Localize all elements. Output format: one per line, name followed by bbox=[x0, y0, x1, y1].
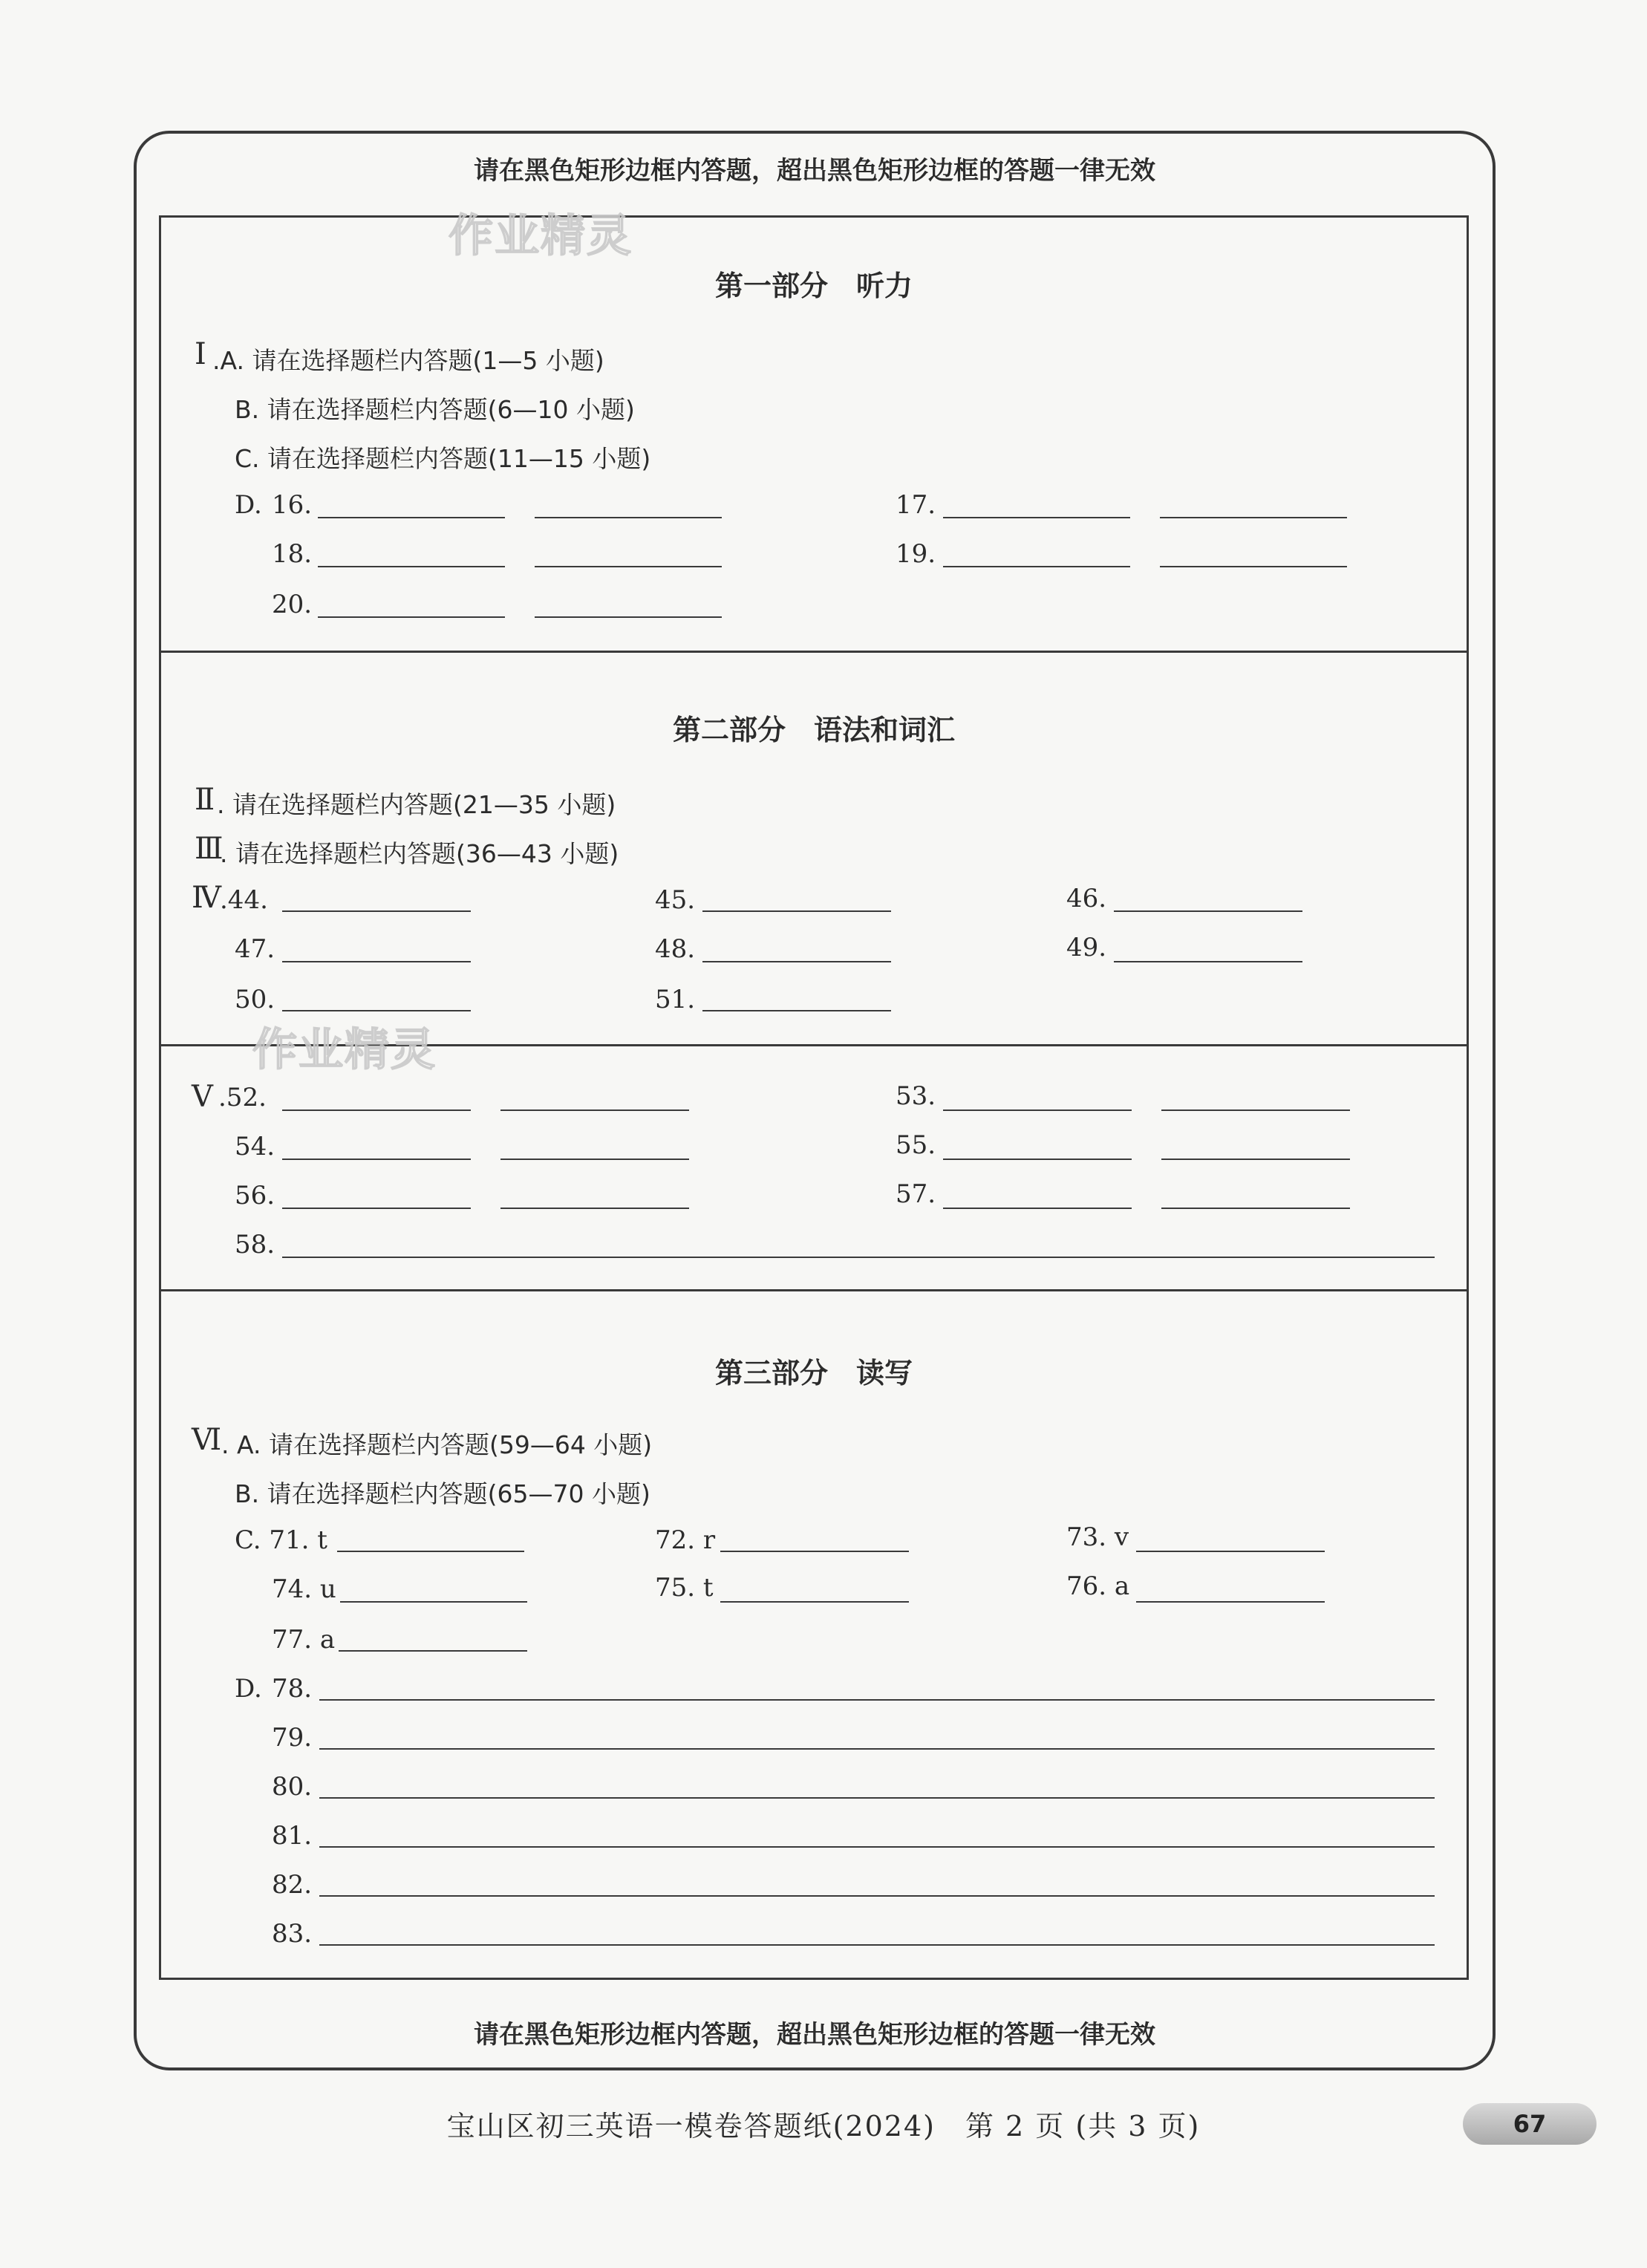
roman-numeral-2: Ⅱ bbox=[195, 783, 215, 817]
answer-blank[interactable] bbox=[943, 566, 1130, 567]
answer-blank[interactable] bbox=[282, 1159, 471, 1160]
question-number: 78. bbox=[272, 1674, 313, 1704]
answer-blank[interactable] bbox=[943, 1109, 1132, 1111]
roman-numeral-6: Ⅵ bbox=[192, 1423, 222, 1457]
answer-blank[interactable] bbox=[702, 961, 891, 962]
answer-blank[interactable] bbox=[1136, 1601, 1325, 1603]
answer-blank[interactable] bbox=[282, 1208, 471, 1209]
question-number: 19. bbox=[896, 539, 936, 569]
question-number: 47. bbox=[235, 934, 275, 964]
answer-blank[interactable] bbox=[720, 1551, 909, 1552]
answer-blank[interactable] bbox=[319, 1846, 1435, 1848]
page-number-badge: 67 bbox=[1463, 2103, 1597, 2145]
answer-blank[interactable] bbox=[1161, 1159, 1350, 1160]
answer-blank[interactable] bbox=[282, 910, 471, 912]
question-number: 20. bbox=[272, 590, 313, 619]
answer-blank[interactable] bbox=[500, 1109, 689, 1111]
section2-line-iii: . 请在选择题栏内答题(36—43 小题) bbox=[220, 839, 619, 868]
answer-blank[interactable] bbox=[535, 616, 722, 618]
divider bbox=[159, 651, 1469, 653]
answer-blank[interactable] bbox=[1161, 1208, 1350, 1209]
question-number: .44. bbox=[220, 885, 268, 915]
section3-line-a: . A. 请在选择题栏内答题(59—64 小题) bbox=[221, 1430, 653, 1459]
question-number: 55. bbox=[896, 1130, 936, 1160]
answer-blank[interactable] bbox=[282, 1257, 1435, 1258]
answer-blank[interactable] bbox=[318, 616, 505, 618]
question-number: 83. bbox=[272, 1919, 313, 1949]
answer-blank[interactable] bbox=[1136, 1551, 1325, 1552]
top-notice: 请在黑色矩形边框内答题，超出黑色矩形边框的答题一律无效 bbox=[474, 156, 1155, 186]
watermark: 作业精灵 bbox=[449, 210, 633, 262]
answer-blank[interactable] bbox=[1160, 566, 1347, 567]
answer-blank[interactable] bbox=[319, 1699, 1435, 1701]
answer-blank[interactable] bbox=[319, 1895, 1435, 1897]
answer-blank[interactable] bbox=[943, 517, 1130, 518]
bottom-notice: 请在黑色矩形边框内答题，超出黑色矩形边框的答题一律无效 bbox=[474, 2020, 1155, 2050]
question-number: 51. bbox=[655, 985, 696, 1014]
answer-blank[interactable] bbox=[1114, 961, 1302, 962]
section1-title: 第一部分 听力 bbox=[714, 270, 913, 302]
answer-blank[interactable] bbox=[319, 1944, 1435, 1946]
question-number: 46. bbox=[1066, 884, 1107, 913]
section1-line-c: C. 请在选择题栏内答题(11—15 小题) bbox=[235, 444, 651, 473]
question-number: 50. bbox=[235, 985, 275, 1014]
question-number: 58. bbox=[235, 1230, 275, 1260]
divider bbox=[159, 1289, 1469, 1291]
question-number: 77. a bbox=[272, 1625, 336, 1655]
question-number: 57. bbox=[896, 1179, 936, 1209]
section3-line-b: B. 请在选择题栏内答题(65—70 小题) bbox=[235, 1479, 650, 1508]
answer-blank[interactable] bbox=[337, 1551, 524, 1552]
question-number: 49. bbox=[1066, 933, 1107, 962]
roman-numeral-3: Ⅲ bbox=[195, 832, 224, 866]
question-number: C. 71. t bbox=[235, 1525, 327, 1555]
answer-blank[interactable] bbox=[340, 1601, 527, 1603]
question-number: 56. bbox=[235, 1181, 275, 1210]
question-number: 76. a bbox=[1066, 1571, 1130, 1601]
answer-blank[interactable] bbox=[943, 1208, 1132, 1209]
answer-blank[interactable] bbox=[318, 566, 505, 567]
answer-blank[interactable] bbox=[720, 1601, 909, 1603]
answer-blank[interactable] bbox=[319, 1797, 1435, 1799]
answer-blank[interactable] bbox=[500, 1208, 689, 1209]
answer-blank[interactable] bbox=[500, 1159, 689, 1160]
answer-blank[interactable] bbox=[1114, 910, 1302, 912]
answer-area bbox=[159, 215, 1469, 1980]
answer-blank[interactable] bbox=[319, 1748, 1435, 1750]
answer-blank[interactable] bbox=[702, 1010, 891, 1011]
answer-blank[interactable] bbox=[318, 517, 505, 518]
question-number: 16. bbox=[272, 490, 313, 520]
answer-blank[interactable] bbox=[282, 1109, 471, 1111]
question-number: 17. bbox=[896, 490, 936, 520]
answer-blank[interactable] bbox=[1161, 1109, 1350, 1111]
page-footer: 宝山区初三英语一模卷答题纸(2024) 第 2 页 (共 3 页) bbox=[446, 2110, 1201, 2142]
section2-title: 第二部分 语法和词汇 bbox=[672, 714, 955, 746]
section1-line-b: B. 请在选择题栏内答题(6—10 小题) bbox=[235, 395, 635, 424]
answer-blank[interactable] bbox=[1160, 517, 1347, 518]
roman-numeral-1: Ⅰ bbox=[195, 337, 206, 371]
question-number: 73. v bbox=[1066, 1522, 1129, 1552]
answer-blank[interactable] bbox=[535, 517, 722, 518]
section3-d-label: D. bbox=[235, 1674, 262, 1704]
section3-title: 第三部分 读写 bbox=[714, 1357, 913, 1389]
answer-blank[interactable] bbox=[943, 1159, 1132, 1160]
question-number: 79. bbox=[272, 1723, 313, 1753]
answer-blank[interactable] bbox=[282, 961, 471, 962]
question-number: 81. bbox=[272, 1821, 313, 1851]
answer-blank[interactable] bbox=[535, 566, 722, 567]
answer-blank[interactable] bbox=[282, 1010, 471, 1011]
question-number: 80. bbox=[272, 1772, 313, 1802]
question-number: 53. bbox=[896, 1081, 936, 1111]
question-number: 74. u bbox=[272, 1574, 336, 1604]
section2-line-ii: . 请在选择题栏内答题(21—35 小题) bbox=[217, 790, 616, 819]
question-number: 48. bbox=[655, 934, 696, 964]
section1-line-a: .A. 请在选择题栏内答题(1—5 小题) bbox=[212, 346, 604, 375]
roman-numeral-5: Ⅴ bbox=[192, 1080, 213, 1114]
question-number: 54. bbox=[235, 1132, 275, 1161]
question-number: 75. t bbox=[655, 1573, 714, 1603]
question-number: .52. bbox=[218, 1083, 267, 1112]
section1-d-label: D. bbox=[235, 490, 262, 520]
question-number: 18. bbox=[272, 539, 313, 569]
question-number: 72. r bbox=[655, 1525, 716, 1555]
watermark: 作业精灵 bbox=[252, 1024, 437, 1076]
answer-blank[interactable] bbox=[339, 1650, 527, 1652]
answer-blank[interactable] bbox=[702, 910, 891, 912]
question-number: 82. bbox=[272, 1870, 313, 1900]
question-number: 45. bbox=[655, 885, 696, 915]
roman-numeral-4: Ⅳ bbox=[192, 881, 221, 915]
